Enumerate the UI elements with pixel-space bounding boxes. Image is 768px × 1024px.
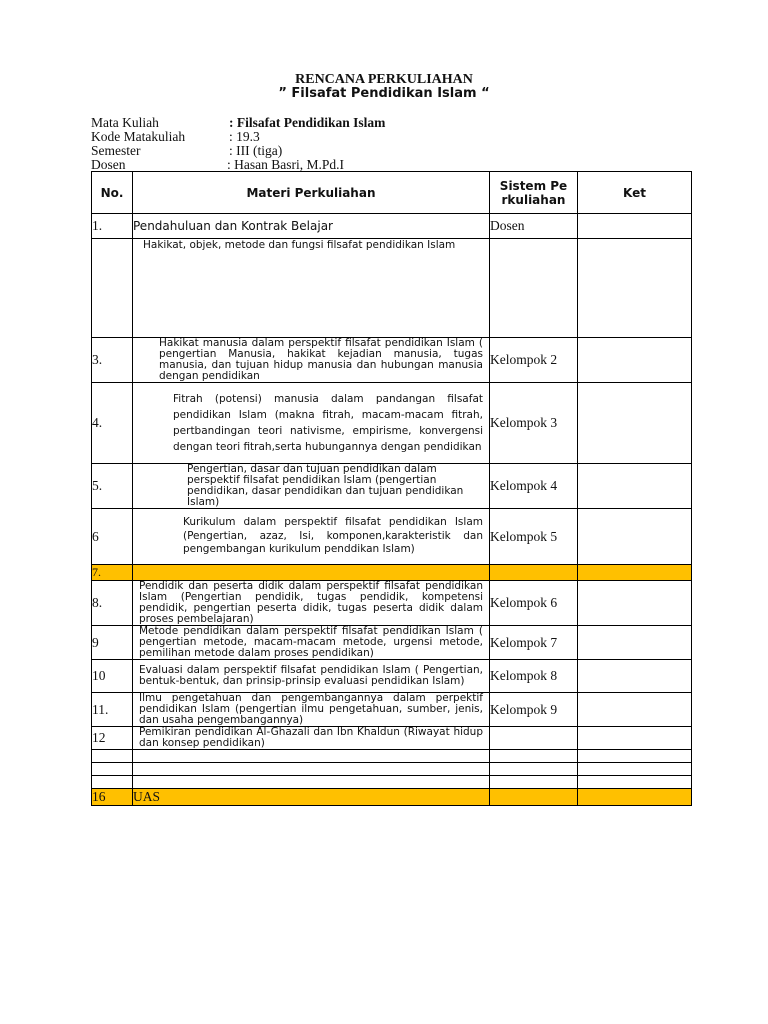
row-sistem bbox=[490, 565, 578, 581]
table-row bbox=[92, 383, 692, 464]
row-sistem bbox=[490, 727, 578, 750]
row-sistem: Kelompok 2 bbox=[490, 338, 578, 383]
table-row bbox=[92, 581, 692, 626]
header-ket: Ket bbox=[578, 172, 692, 214]
row-ket bbox=[578, 763, 692, 776]
row-sistem: Kelompok 3 bbox=[490, 383, 578, 464]
table-row bbox=[92, 660, 692, 693]
row-no: 11. bbox=[92, 693, 133, 727]
row-materi-text: Hakikat, objek, metode dan fungsi filsafat pendidikan Islam bbox=[143, 239, 456, 251]
row-no: 1. bbox=[92, 214, 133, 239]
row-ket bbox=[578, 565, 692, 581]
table-row bbox=[92, 239, 692, 338]
row-sistem bbox=[490, 239, 578, 338]
row-materi bbox=[133, 464, 490, 509]
row-no: 6 bbox=[92, 509, 133, 565]
row-no: 12 bbox=[92, 727, 133, 750]
row-no: 8. bbox=[92, 581, 133, 626]
row-sistem bbox=[490, 776, 578, 789]
row-materi bbox=[133, 626, 490, 660]
table-row bbox=[92, 509, 692, 565]
table-row bbox=[92, 763, 692, 776]
info-label: Dosen bbox=[91, 157, 126, 172]
row-materi bbox=[133, 338, 490, 383]
row-no: 3. bbox=[92, 338, 133, 383]
table-row bbox=[92, 464, 692, 509]
row-ket bbox=[578, 383, 692, 464]
row-materi-text: Pengertian, dasar dan tujuan pendidikan dalam perspektif filsafat pendidikan Islam (pengertian pendidikan, dasar pendidikan dan tujuan pendidikan Islam) bbox=[187, 463, 464, 508]
row-materi bbox=[133, 776, 490, 789]
header-sistem-label: Sistem Perkuliahan bbox=[499, 178, 568, 207]
row-sistem: Kelompok 9 bbox=[490, 693, 578, 727]
row-ket bbox=[578, 626, 692, 660]
row-ket bbox=[578, 214, 692, 239]
row-sistem: Dosen bbox=[490, 214, 578, 239]
row-no: 4. bbox=[92, 383, 133, 464]
row-sistem bbox=[490, 789, 578, 806]
row-ket bbox=[578, 509, 692, 565]
table-row bbox=[92, 214, 692, 239]
row-materi bbox=[133, 239, 490, 338]
row-materi: Pendahuluan dan Kontrak Belajar bbox=[133, 214, 490, 239]
row-no: 5. bbox=[92, 464, 133, 509]
row-ket bbox=[578, 750, 692, 763]
row-materi-text: Pendidik dan peserta didik dalam perspektif filsafat pendidikan Islam (Pengertian pendidik, tugas pendidik, kompetensi pendidik, pengertian peserta didik, tugas peserta didik dalam proses pembelajaran) bbox=[139, 580, 483, 625]
row-sistem: Kelompok 5 bbox=[490, 509, 578, 565]
row-materi bbox=[133, 750, 490, 763]
info-value: : Hasan Basri, M.Pd.I bbox=[227, 157, 344, 172]
row-ket bbox=[578, 789, 692, 806]
row-materi-text: Hakikat manusia dalam perspektif filsafat pendidikan Islam ( pengertian Manusia, hakikat kejadian manusia, tugas manusia, dan tujuan hidup manusia dan hubungan manusia dengan pendidikan bbox=[159, 337, 483, 382]
row-sistem bbox=[490, 750, 578, 763]
row-materi-text: Fitrah (potensi) manusia dalam pandangan filsafat pendidikan Islam (makna fitrah, macam-macam fitrah, pertbandingan teori nativisme, empirisme, konvergensi dengan teori fitrah,serta hubungannya dengan pendidikan bbox=[173, 393, 483, 453]
info-label: Semester bbox=[91, 143, 141, 158]
info-label: Kode Matakuliah bbox=[91, 129, 186, 144]
table-row bbox=[92, 626, 692, 660]
row-ket bbox=[578, 776, 692, 789]
header-no: No. bbox=[92, 172, 133, 214]
row-ket bbox=[578, 338, 692, 383]
row-sistem bbox=[490, 763, 578, 776]
row-no: 16 bbox=[92, 789, 133, 806]
row-sistem: Kelompok 6 bbox=[490, 581, 578, 626]
table-row bbox=[92, 776, 692, 789]
row-materi bbox=[133, 660, 490, 693]
course-plan-table bbox=[91, 171, 692, 806]
info-value: : III (tiga) bbox=[229, 143, 283, 158]
table-row bbox=[92, 338, 692, 383]
row-no bbox=[92, 763, 133, 776]
row-ket bbox=[578, 464, 692, 509]
row-materi bbox=[133, 693, 490, 727]
row-materi bbox=[133, 727, 490, 750]
row-materi-text: Metode pendidikan dalam perspektif filsafat pendidikan Islam ( pengertian metode, macam-macam metode, urgensi metode, pemilihan metode dalam proses pendidikan) bbox=[139, 625, 483, 659]
row-materi bbox=[133, 581, 490, 626]
table-row bbox=[92, 750, 692, 763]
info-value: : 19.3 bbox=[229, 129, 260, 144]
row-sistem: Kelompok 4 bbox=[490, 464, 578, 509]
row-materi-text: Pemikiran pendidikan Al-Ghazali dan Ibn Khaldun (Riwayat hidup dan konsep pendidikan) bbox=[139, 726, 483, 749]
document-title: RENCANA PERKULIAHAN bbox=[295, 72, 473, 87]
row-ket bbox=[578, 727, 692, 750]
info-label: Mata Kuliah bbox=[91, 115, 159, 130]
row-no: 9 bbox=[92, 626, 133, 660]
row-ket bbox=[578, 693, 692, 727]
row-materi-text: Evaluasi dalam perspektif filsafat pendidikan Islam ( Pengertian, bentuk-bentuk, dan prinsip-prinsip evaluasi pendidikan Islam) bbox=[139, 664, 483, 687]
table-header-row bbox=[92, 172, 692, 214]
row-materi: UAS bbox=[133, 789, 490, 806]
table-row bbox=[92, 727, 692, 750]
row-ket bbox=[578, 660, 692, 693]
row-sistem: Kelompok 7 bbox=[490, 626, 578, 660]
row-materi bbox=[133, 763, 490, 776]
row-no bbox=[92, 750, 133, 763]
row-materi-text: Kurikulum dalam perspektif filsafat pendidikan Islam (Pengertian, azaz, Isi, komponen,karakteristik dan pengembangan kurikulum penddikan Islam) bbox=[183, 516, 483, 556]
row-no bbox=[92, 776, 133, 789]
row-ket bbox=[578, 239, 692, 338]
row-materi-text: Ilmu pengetahuan dan pengembangannya dalam perpektif pendidikan Islam (pengertian ilmu pengetahuan, sumber, jenis, dan usaha pengembangannya) bbox=[139, 692, 483, 726]
row-materi bbox=[133, 565, 490, 581]
document-subtitle: ” Filsafat Pendidikan Islam “ bbox=[278, 86, 490, 101]
row-sistem: Kelompok 8 bbox=[490, 660, 578, 693]
row-materi bbox=[133, 509, 490, 565]
row-no: 7. bbox=[92, 565, 133, 581]
table-row bbox=[92, 693, 692, 727]
row-ket bbox=[578, 581, 692, 626]
row-no: 10 bbox=[92, 660, 133, 693]
header-materi: Materi Perkuliahan bbox=[133, 172, 490, 214]
table-row-highlight bbox=[92, 565, 692, 581]
info-value: : Filsafat Pendidikan Islam bbox=[229, 115, 386, 130]
row-materi bbox=[133, 383, 490, 464]
row-no bbox=[92, 239, 133, 338]
table-row-highlight bbox=[92, 789, 692, 806]
header-sistem bbox=[490, 172, 578, 214]
